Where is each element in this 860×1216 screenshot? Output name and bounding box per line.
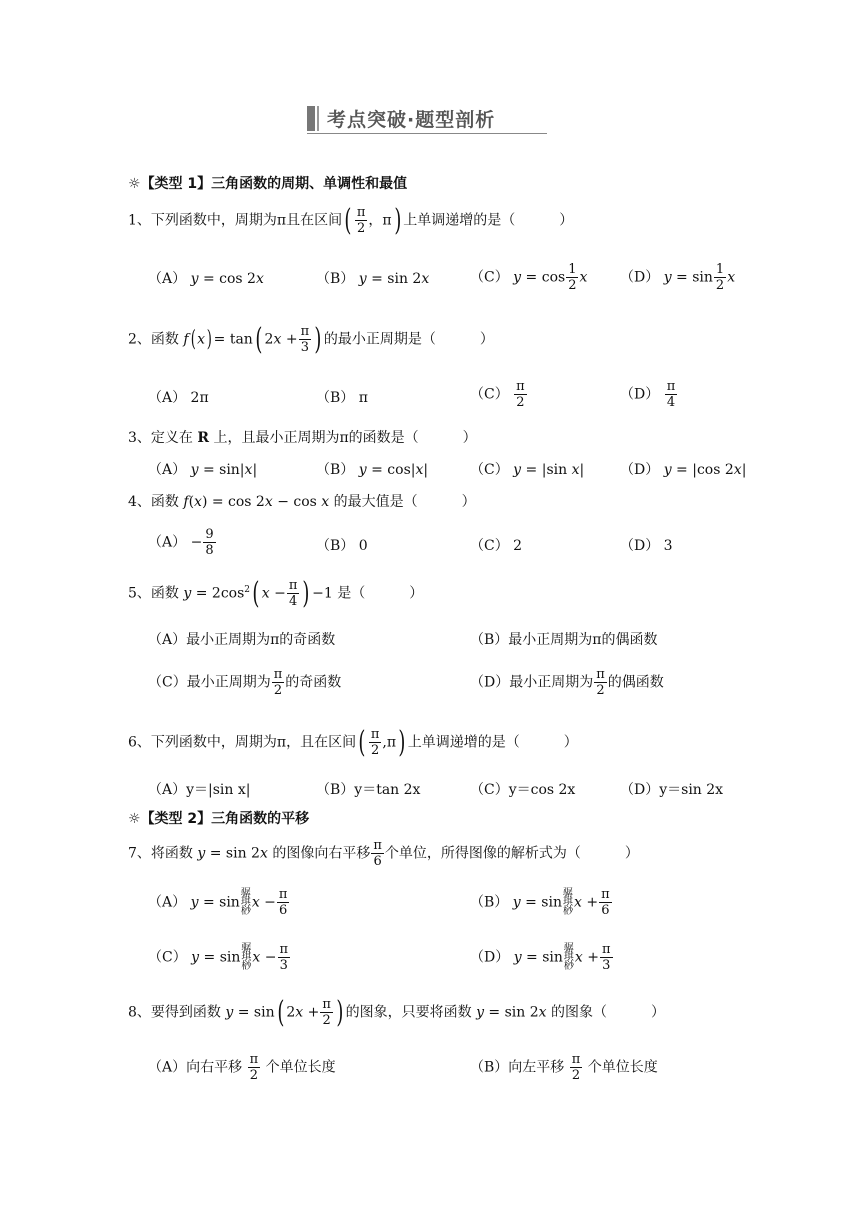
q8-option-a: （A）向右平移 $\frac{\pi}{2}$ 个单位长度	[148, 1052, 336, 1083]
q6-option-c: （C）y＝cos 2x	[470, 782, 576, 798]
q4-option-d: （D） 3	[620, 538, 673, 554]
q2-option-c: （C） $\frac{\pi}{2}$	[470, 379, 525, 410]
question-5: 5、函数 $y = 2\cos^2$( x − $\frac{\pi}{4}$ ) −1 是（ ）	[128, 575, 424, 611]
q2-option-b: （B） π	[316, 390, 368, 406]
q7-option-d: （D） y = sin 骣 琪 桫 x + $\frac{\pi}{3}$	[470, 942, 611, 973]
section-heading-2	[128, 808, 309, 828]
section-1-title: 【类型 1】三角函数的周期、单调性和最值	[140, 176, 408, 192]
q4-option-b: （B） 0	[316, 538, 368, 554]
q1-stem-b: 上单调递增的是（	[403, 212, 516, 229]
q1-stem-a: 1、下列函数中，周期为π且在区间	[128, 212, 343, 229]
q6-option-b: （B）y＝tan 2x	[316, 782, 421, 798]
q1-option-c: （C） y = cos $\frac{1}{2}$ x	[470, 262, 588, 293]
q3-option-d: （D） y = |cos 2x|	[620, 462, 747, 478]
q7-option-c: （C） y = sin 骣 琪 桫 x − $\frac{\pi}{3}$	[148, 942, 289, 973]
section-heading-1	[128, 173, 407, 193]
q6-option-d: （D）y＝sin 2x	[620, 782, 724, 798]
question-4: 4、函数 f(x) = cos 2x − cos x 的最大值是（ ）	[128, 494, 476, 510]
q1-option-a: （A） y = cos 2x	[148, 271, 264, 287]
banner-title: 考点突破·题型剖析	[327, 109, 496, 131]
q1-option-b: （B） y = sin 2x	[316, 271, 430, 287]
fraction: $\frac{\pi}{2}$	[356, 205, 366, 236]
sun-icon: ☼	[128, 811, 141, 827]
q3-option-a: （A） y = sin|x|	[148, 462, 258, 478]
q5-option-d: （D）最小正周期为 $\frac{\pi}{2}$ 的偶函数	[470, 667, 664, 698]
sun-icon: ☼	[128, 176, 141, 192]
question-2: 2、函数 f( x) = tan( 2x + $\frac{\pi}{3}$ ) 的最小正周期是（ ）	[128, 321, 494, 357]
banner-underline	[307, 133, 547, 134]
question-6: 6、下列函数中，周期为π，且在区间( $\frac{\pi}{2}$ ,π) 上单调递增的是（ ）	[128, 724, 578, 760]
q1-option-d: （D） y = sin $\frac{1}{2}$ x	[620, 262, 736, 293]
question-7: 7、将函数 y = sin 2x 的图像向右平移 $\frac{\pi}{6}$ 个单位，所得图像的解析式为（ ）	[128, 838, 639, 869]
q5-option-a: （A）最小正周期为π的奇函数	[148, 632, 336, 648]
q7-option-b: （B） y = sin 骣 琪 桫 x + $\frac{\pi}{6}$	[470, 887, 610, 918]
banner-bar-thin	[317, 106, 319, 131]
q2-option-a: （A） 2π	[148, 390, 209, 406]
q8-option-b: （B）向左平移 $\frac{\pi}{2}$ 个单位长度	[470, 1052, 658, 1083]
section-banner	[307, 104, 547, 134]
q5-option-c: （C）最小正周期为 $\frac{\pi}{2}$ 的奇函数	[148, 667, 342, 698]
q4-option-a: （A） − $\frac{9}{8}$	[148, 527, 214, 558]
q7-option-a: （A） y = sin 骣 琪 桫 x − $\frac{\pi}{6}$	[148, 887, 288, 918]
banner-bar	[307, 106, 315, 131]
q6-option-a: （A）y＝|sin x|	[148, 782, 251, 798]
q4-option-c: （C） 2	[470, 538, 523, 554]
q3-option-b: （B） y = cos|x|	[316, 462, 429, 478]
q3-option-c: （C） y = |sin x|	[470, 462, 585, 478]
section-2-title: 【类型 2】三角函数的平移	[140, 811, 310, 827]
q2-option-d: （D） $\frac{\pi}{4}$	[620, 379, 676, 410]
q5-option-b: （B）最小正周期为π的偶函数	[470, 632, 658, 648]
question-8: 8、要得到函数 y = sin( 2x + $\frac{\pi}{2}$ ) 的图象，只要将函数 y = sin 2x 的图象（ ）	[128, 994, 666, 1030]
question-1: 1、下列函数中，周期为π且在区间( $\frac{\pi}{2}$ ，π) 上单调递增的是（ ）	[128, 202, 574, 238]
question-3: 3、定义在 R 上，且最小正周期为π的函数是（ ）	[128, 430, 477, 446]
